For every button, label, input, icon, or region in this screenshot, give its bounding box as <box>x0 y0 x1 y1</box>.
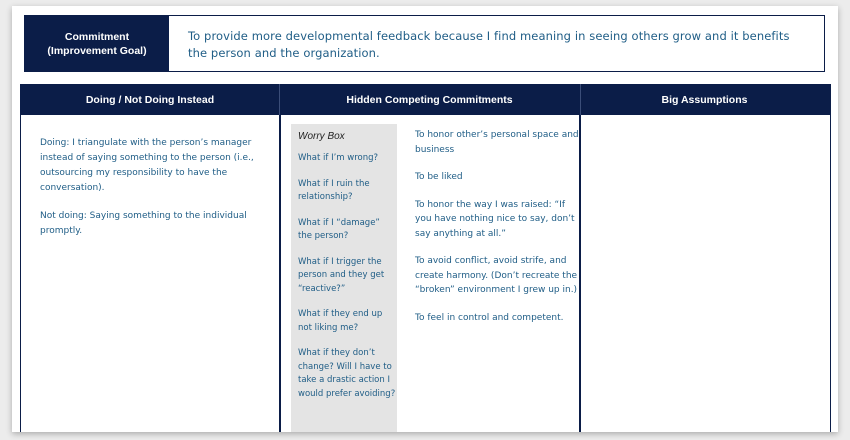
not-doing-text: Not doing: Saying something to the individual promptly. <box>40 211 247 236</box>
hidden-commitment-item: To be liked <box>415 172 463 182</box>
worry-item: What if they end up not liking me? <box>298 309 383 333</box>
hidden-commitment-item: To honor other’s personal space and business <box>415 130 579 155</box>
worry-box-title: Worry Box <box>298 131 345 142</box>
column-header-big-assumptions: Big Assumptions <box>661 93 748 106</box>
column-header-hidden-commitments: Hidden Competing Commitments <box>346 93 513 106</box>
worry-item: What if they don’t change? Will I have to take a drastic action I would prefer avoiding? <box>298 348 396 399</box>
doing-text: Doing: I triangulate with the person’s manager instead of saying something to the person (i.e., outsourcing my responsibility to have the conversation). <box>40 138 254 193</box>
worry-item: What if I’m wrong? <box>298 153 379 163</box>
immunity-map-sheet <box>12 6 838 432</box>
commitment-box <box>24 15 825 72</box>
doing-cell <box>40 136 270 252</box>
commitment-label-title: Commitment <box>64 30 130 43</box>
hidden-commitment-item: To feel in control and competent. <box>415 312 564 323</box>
big-assumptions-cell <box>581 115 830 432</box>
column-divider <box>279 115 281 432</box>
worry-box <box>291 124 397 432</box>
hidden-commitments-list <box>415 128 583 338</box>
hidden-commitment-item: To avoid conflict, avoid strife, and create harmony. (Don’t recreate the “broken” environment I grew up in.) <box>415 256 578 295</box>
column-header-doing: Doing / Not Doing Instead <box>85 93 215 106</box>
header-divider <box>279 84 280 115</box>
worry-item: What if I “damage” the person? <box>298 217 380 241</box>
worry-list <box>298 152 396 413</box>
commitment-label-subtitle: (Improvement Goal) <box>47 44 147 57</box>
immunity-table <box>20 84 831 432</box>
worry-item: What if I ruin the relationship? <box>298 178 370 202</box>
worry-item: What if I trigger the person and they get “reactive?” <box>298 256 385 294</box>
header-divider <box>580 84 581 115</box>
hidden-commitment-item: To honor the way I was raised: “If you have nothing nice to say, don’t say anything at all.” <box>415 199 575 239</box>
table-header <box>21 84 830 115</box>
commitment-text: To provide more developmental feedback because I find meaning in seeing others grow and it benefits the person and the organization. <box>188 29 790 60</box>
commitment-label <box>25 16 169 71</box>
